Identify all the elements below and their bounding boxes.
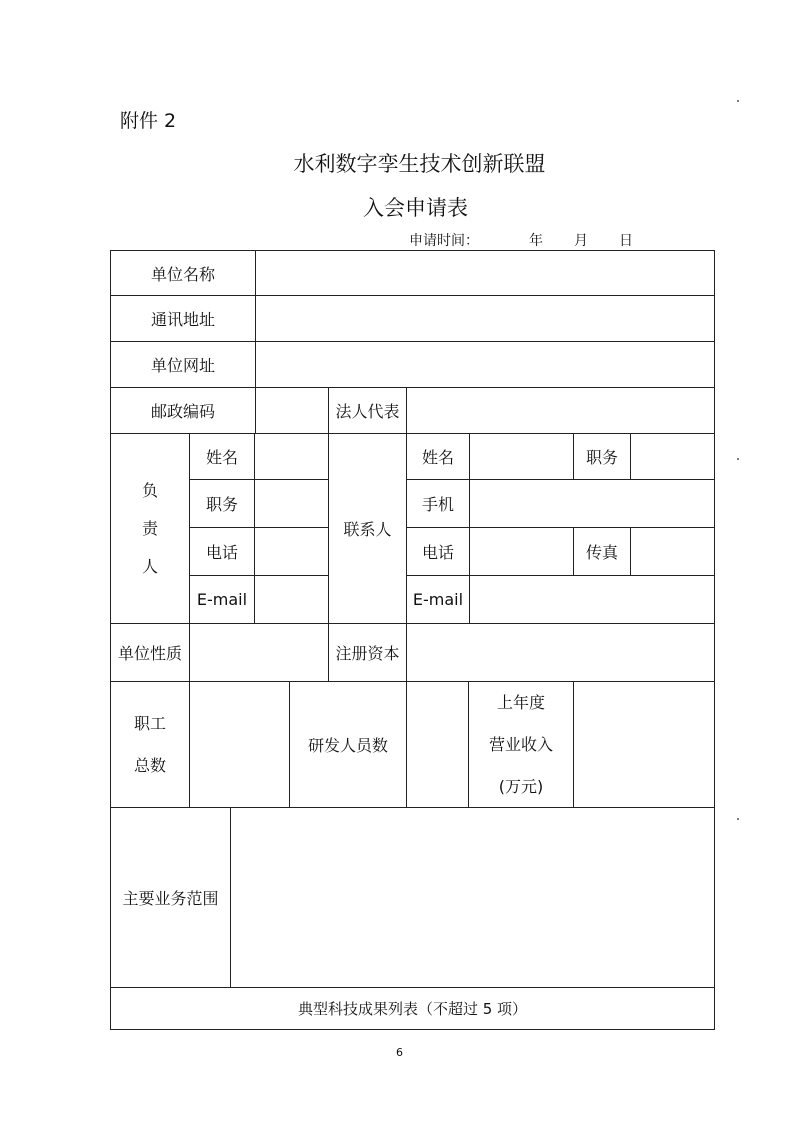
unit-nature-field[interactable] [189, 623, 329, 682]
scan-speck [737, 818, 739, 820]
staff-total-label-line: 总数 [133, 755, 166, 775]
registered-capital-label: 注册资本 [328, 623, 407, 682]
contact-phone-label: 电话 [406, 527, 470, 576]
website-label: 单位网址 [110, 341, 256, 388]
main-business-label: 主要业务范围 [110, 807, 231, 988]
legal-rep-label: 法人代表 [328, 387, 407, 434]
staff-total-field[interactable] [189, 681, 290, 808]
contact-fax-label: 传真 [573, 527, 631, 576]
postcode-field[interactable] [255, 387, 329, 434]
staff-total-label-line: 职工 [133, 713, 166, 733]
day-label: 日 [619, 233, 633, 249]
contact-name-label: 姓名 [406, 433, 470, 480]
legal-rep-field[interactable] [406, 387, 715, 434]
revenue-field[interactable] [573, 681, 715, 808]
contact-label: 联系人 [328, 433, 407, 624]
apply-date-line [409, 230, 633, 250]
unit-nature-label: 单位性质 [110, 623, 190, 682]
scan-speck [737, 458, 739, 460]
attachment-label: 附件 2 [120, 110, 177, 132]
month-label: 月 [574, 233, 588, 249]
contact-position-field[interactable] [630, 433, 715, 480]
website-field[interactable] [255, 341, 715, 388]
contact-email-field[interactable] [469, 575, 715, 624]
revenue-label-line: 营业收入 [488, 734, 553, 754]
principal-label [110, 433, 190, 624]
contact-fax-field[interactable] [630, 527, 715, 576]
contact-phone-field[interactable] [469, 527, 574, 576]
main-business-field[interactable] [230, 807, 715, 988]
principal-phone-field[interactable] [254, 527, 329, 576]
unit-name-label: 单位名称 [110, 250, 256, 296]
principal-label-char: 责 [141, 518, 158, 538]
postcode-label: 邮政编码 [110, 387, 256, 434]
page-number: 6 [396, 1046, 403, 1059]
contact-name-field[interactable] [469, 433, 574, 480]
revenue-label-line: (万元) [498, 776, 544, 796]
address-field[interactable] [255, 295, 715, 342]
principal-label-char: 负 [141, 480, 158, 500]
apply-time-label: 申请时间： [409, 233, 479, 249]
principal-position-label: 职务 [189, 479, 255, 528]
staff-total-label [110, 681, 190, 808]
principal-label-char: 人 [141, 556, 158, 576]
contact-mobile-field[interactable] [469, 479, 715, 528]
page-title: 水利数字孪生技术创新联盟 [293, 152, 546, 176]
principal-position-field[interactable] [254, 479, 329, 528]
achievements-header: 典型科技成果列表（不超过 5 项） [110, 987, 715, 1030]
principal-email-label: E-mail [189, 575, 255, 624]
principal-name-field[interactable] [254, 433, 329, 480]
principal-phone-label: 电话 [189, 527, 255, 576]
revenue-label [468, 681, 574, 808]
rd-staff-field[interactable] [406, 681, 469, 808]
form-subtitle: 入会申请表 [363, 196, 468, 220]
scan-speck [737, 100, 739, 102]
contact-email-label: E-mail [406, 575, 470, 624]
principal-email-field[interactable] [254, 575, 329, 624]
registered-capital-field[interactable] [406, 623, 715, 682]
principal-name-label: 姓名 [189, 433, 255, 480]
unit-name-field[interactable] [255, 250, 715, 296]
application-form [110, 250, 715, 1030]
address-label: 通讯地址 [110, 295, 256, 342]
contact-position-label: 职务 [573, 433, 631, 480]
year-label: 年 [529, 233, 543, 249]
revenue-label-line: 上年度 [496, 692, 545, 712]
contact-mobile-label: 手机 [406, 479, 470, 528]
rd-staff-label: 研发人员数 [289, 681, 407, 808]
